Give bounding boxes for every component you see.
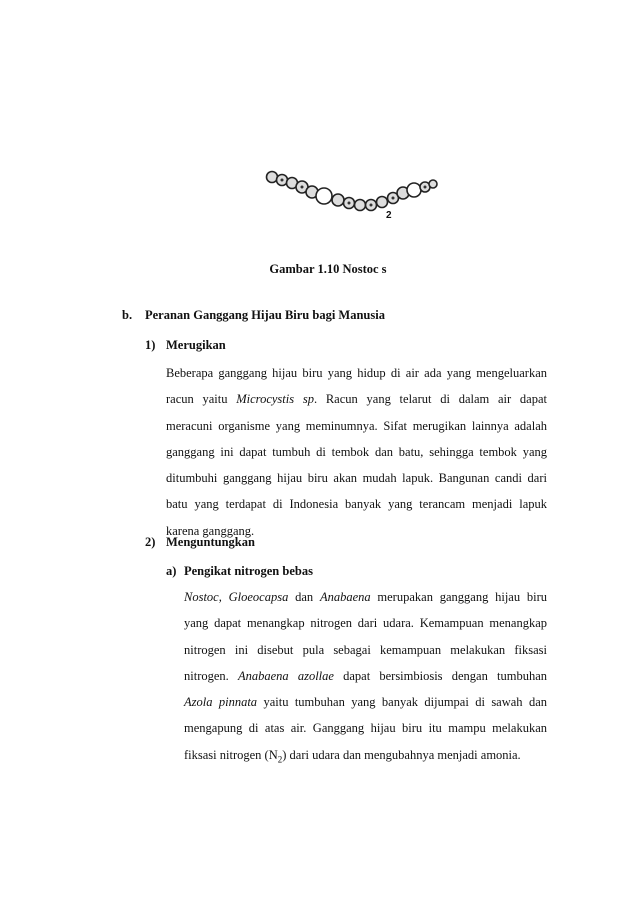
italic-term: Microcystis sp bbox=[236, 392, 314, 407]
item-1-paragraph bbox=[166, 360, 547, 544]
text-segment: yaitu tumbuhan yang banyak dijumpai di sawah dan bbox=[257, 695, 547, 710]
paragraph-line bbox=[184, 689, 547, 715]
paragraph-line: batu yang terdapat di Indonesia banyak yang terancam menjadi lapuk bbox=[166, 497, 547, 512]
paragraph-line: karena ganggang. bbox=[166, 523, 255, 538]
nostoc-figure bbox=[264, 160, 439, 222]
paragraph-line: Beberapa ganggang hijau biru yang hidup di air ada yang mengeluarkan bbox=[166, 366, 547, 380]
text-segment: fiksasi nitrogen (N bbox=[184, 747, 278, 762]
italic-term: Anabaena bbox=[319, 590, 371, 604]
text-segment: . Racun yang telarut di dalam air dapat bbox=[313, 392, 547, 407]
italic-term: Azola pinnata bbox=[184, 695, 258, 710]
section-b-marker: b. bbox=[122, 308, 133, 322]
paragraph-line: meracuni organisme yang meminumnya. Sifat merugikan lainnya adalah bbox=[166, 418, 547, 433]
paragraph-line bbox=[166, 386, 547, 412]
paragraph-line: yang dapat menangkap nitrogen dari udara. Kemampuan menangkap bbox=[184, 616, 547, 631]
text-segment: ) dari udara dan mengubahnya menjadi amonia. bbox=[282, 747, 521, 762]
nostoc-chain-illustration bbox=[264, 160, 439, 222]
item-2-title: Menguntungkan bbox=[166, 535, 255, 549]
paragraph-line: ditumbuhi ganggang hijau biru akan mudah lapuk. Bangunan candi dari bbox=[166, 471, 547, 486]
paragraph-line: ganggang ini dapat tumbuh di tembok dan batu, sehingga tembok yang bbox=[166, 444, 547, 459]
figure-label: 2 bbox=[386, 210, 392, 221]
sub-a-marker: a) bbox=[166, 564, 177, 578]
text-segment: dapat bersimbiosis dengan tumbuhan bbox=[333, 668, 547, 683]
paragraph-line bbox=[184, 742, 547, 768]
text-segment: racun yaitu bbox=[166, 392, 237, 407]
sub-a-paragraph bbox=[184, 584, 547, 768]
paragraph-line bbox=[184, 663, 547, 689]
section-b-title: Peranan Ganggang Hijau Biru bagi Manusia bbox=[145, 308, 385, 322]
item-1-title: Merugikan bbox=[166, 338, 226, 352]
sub-a-title: Pengikat nitrogen bebas bbox=[184, 564, 313, 578]
text-segment: nitrogen. bbox=[184, 668, 238, 683]
text-segment: dan bbox=[288, 590, 320, 604]
paragraph-line: mengapung di atas air. Ganggang hijau biru itu mampu melakukan bbox=[184, 721, 547, 736]
item-2-marker: 2) bbox=[145, 535, 156, 549]
item-1-marker: 1) bbox=[145, 338, 156, 352]
subscript-text: 2 bbox=[277, 754, 283, 765]
italic-term: Anabaena azollae bbox=[237, 668, 334, 683]
italic-term: Nostoc, Gloeocapsa bbox=[184, 590, 289, 604]
paragraph-line: nitrogen ini disebut pula sebagai kemampuan melakukan fiksasi bbox=[184, 642, 547, 657]
paragraph-line bbox=[184, 584, 547, 610]
figure-caption: Gambar 1.10 Nostoc s bbox=[269, 262, 387, 276]
text-segment: merupakan ganggang hijau biru bbox=[370, 590, 547, 604]
